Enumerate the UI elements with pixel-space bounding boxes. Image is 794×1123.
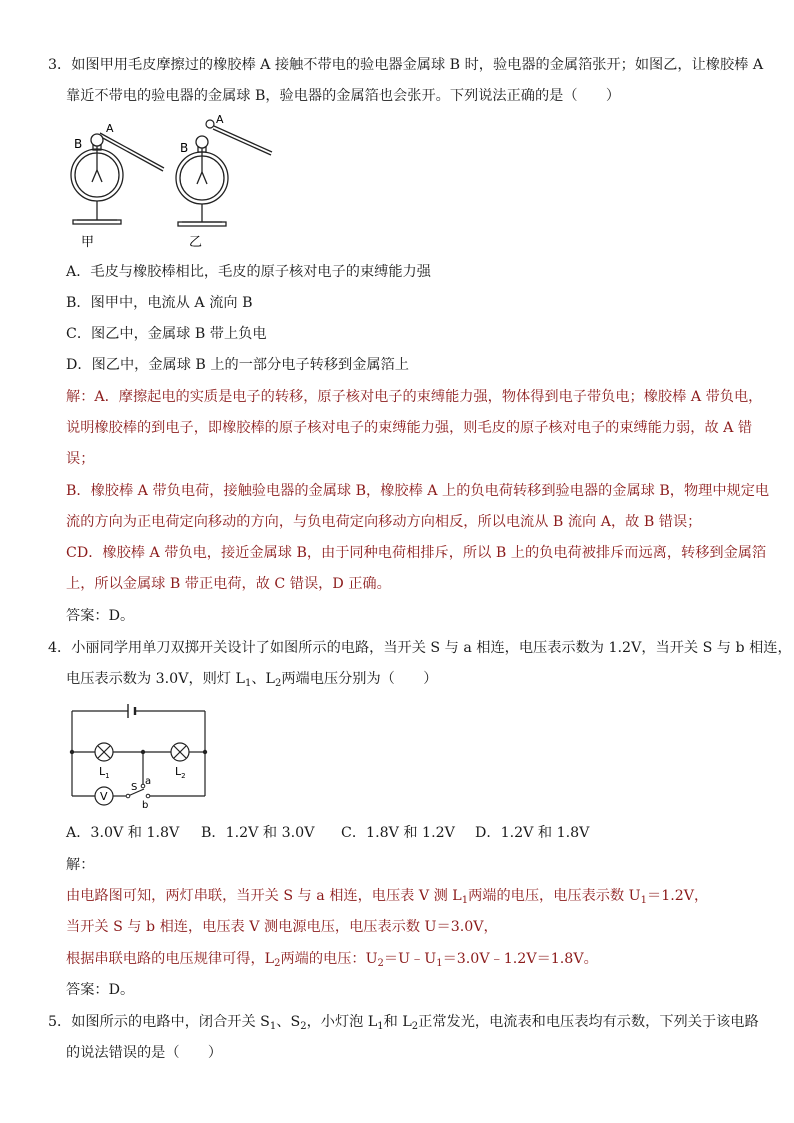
electroscope-figure <box>62 114 277 252</box>
circuit-label-voltmeter: V <box>100 790 108 803</box>
fig-label-a-left: A <box>106 122 114 135</box>
q5-stem-line1: 5．如图所示的电路中，闭合开关 $S_1$、$S_2$，小灯泡 $L_1$和 $L_2$正常发光，电流表和电压表均有示数，下列关于该电路 <box>48 1014 759 1032</box>
circuit-label-l2: $L_2$ <box>175 765 186 780</box>
q3-option-a: A．毛皮与橡胶棒相比，毛皮的原子核对电子的束缚能力强 <box>66 264 431 280</box>
q3-solution-line1: 解：A．摩擦起电的实质是电子的转移，原子核对电子的束缚能力强，物体得到电子带负电；橡胶棒 A 带负电， <box>66 389 763 405</box>
q3-stem-line1: 3．如图甲用毛皮摩擦过的橡胶棒 A 接触不带电的验电器金属球 B 时，验电器的金属箔张开；如图乙，让橡胶棒 A <box>48 57 764 73</box>
q4-option-b: B．1.2V 和 3.0V <box>201 825 315 841</box>
q3-option-c: C．图乙中，金属球 B 带上负电 <box>66 326 267 342</box>
q3-solution-line6: CD．橡胶棒 A 带负电，接近金属球 B，由于同种电荷相排斥，所以 B 上的负电荷被排斥而远离，转移到金属箔 <box>66 545 767 561</box>
q3-solution-line3: 误； <box>66 451 95 467</box>
q4-solution-line2: 当开关 S 与 b 相连，电压表 V 测电源电压，电压表示数 U＝3.0V， <box>66 919 498 935</box>
q4-option-a: A．3.0V 和 1.8V <box>66 825 180 841</box>
q3-solution-line2: 说明橡胶棒的到电子，即橡胶棒的原子核对电子的束缚能力强，则毛皮的原子核对电子的束缚能力弱，故 A 错 <box>66 420 753 436</box>
circuit-diagram <box>62 700 217 810</box>
circuit-label-b: b <box>142 800 149 810</box>
q5-stem-line2: 的说法错误的是（ ） <box>66 1045 223 1061</box>
q3-solution-line5: 流的方向为正电荷定向移动的方向，与负电荷定向移动方向相反，所以电流从 B 流向 A，故 B 错误； <box>66 514 702 530</box>
q4-solution-line3: 根据串联电路的电压规律可得，$L_2$两端的电压：$U_2=U﹣U_1=3.0V﹣1.2V=1.8V$。 <box>66 951 598 969</box>
fig-label-a-right: A <box>216 114 224 126</box>
q3-answer: 答案：D。 <box>66 608 135 624</box>
q4-stem-line2: 电压表示数为 3.0V，则灯 $L_1$、$L_2$两端电压分别为（ ） <box>66 671 438 689</box>
q4-solution-line1: 由电路图可知，两灯串联，当开关 S 与 a 相连，电压表 V 测 $L_1$两端的电压，电压表示数 $U_1=1.2V$， <box>66 888 709 906</box>
q3-option-d: D．图乙中，金属球 B 上的一部分电子转移到金属箔上 <box>66 357 409 373</box>
q3-option-b: B．图甲中，电流从 A 流向 B <box>66 295 253 311</box>
q4-stem-line1: 4．小丽同学用单刀双掷开关设计了如图所示的电路，当开关 S 与 a 相连，电压表示数为 1.2V，当开关 S 与 b 相连， <box>48 640 792 656</box>
fig-label-b-left: B <box>74 137 83 151</box>
q3-solution-line7: 上，所以金属球 B 带正电荷，故 C 错误，D 正确。 <box>66 576 391 592</box>
q3-solution-line4: B．橡胶棒 A 带负电荷，接触验电器的金属球 B，橡胶棒 A 上的负电荷转移到验电器的金属球 B，物理中规定电 <box>66 483 770 499</box>
q4-answer: 答案：D。 <box>66 982 135 998</box>
circuit-label-a: a <box>145 776 152 787</box>
q4-option-c: C．1.8V 和 1.2V <box>341 825 455 841</box>
q3-stem-line2: 靠近不带电的验电器的金属球 B，验电器的金属箔也会张开。下列说法正确的是（ ） <box>66 88 621 104</box>
circuit-label-switch: S <box>131 782 138 793</box>
q4-solution-head: 解： <box>66 857 95 873</box>
q4-option-d: D．1.2V 和 1.8V <box>475 825 590 841</box>
fig-caption-jia: 甲 <box>81 235 95 250</box>
circuit-label-l1: $L_1$ <box>99 765 110 780</box>
fig-label-b-right: B <box>180 141 189 155</box>
fig-caption-yi: 乙 <box>189 235 203 250</box>
